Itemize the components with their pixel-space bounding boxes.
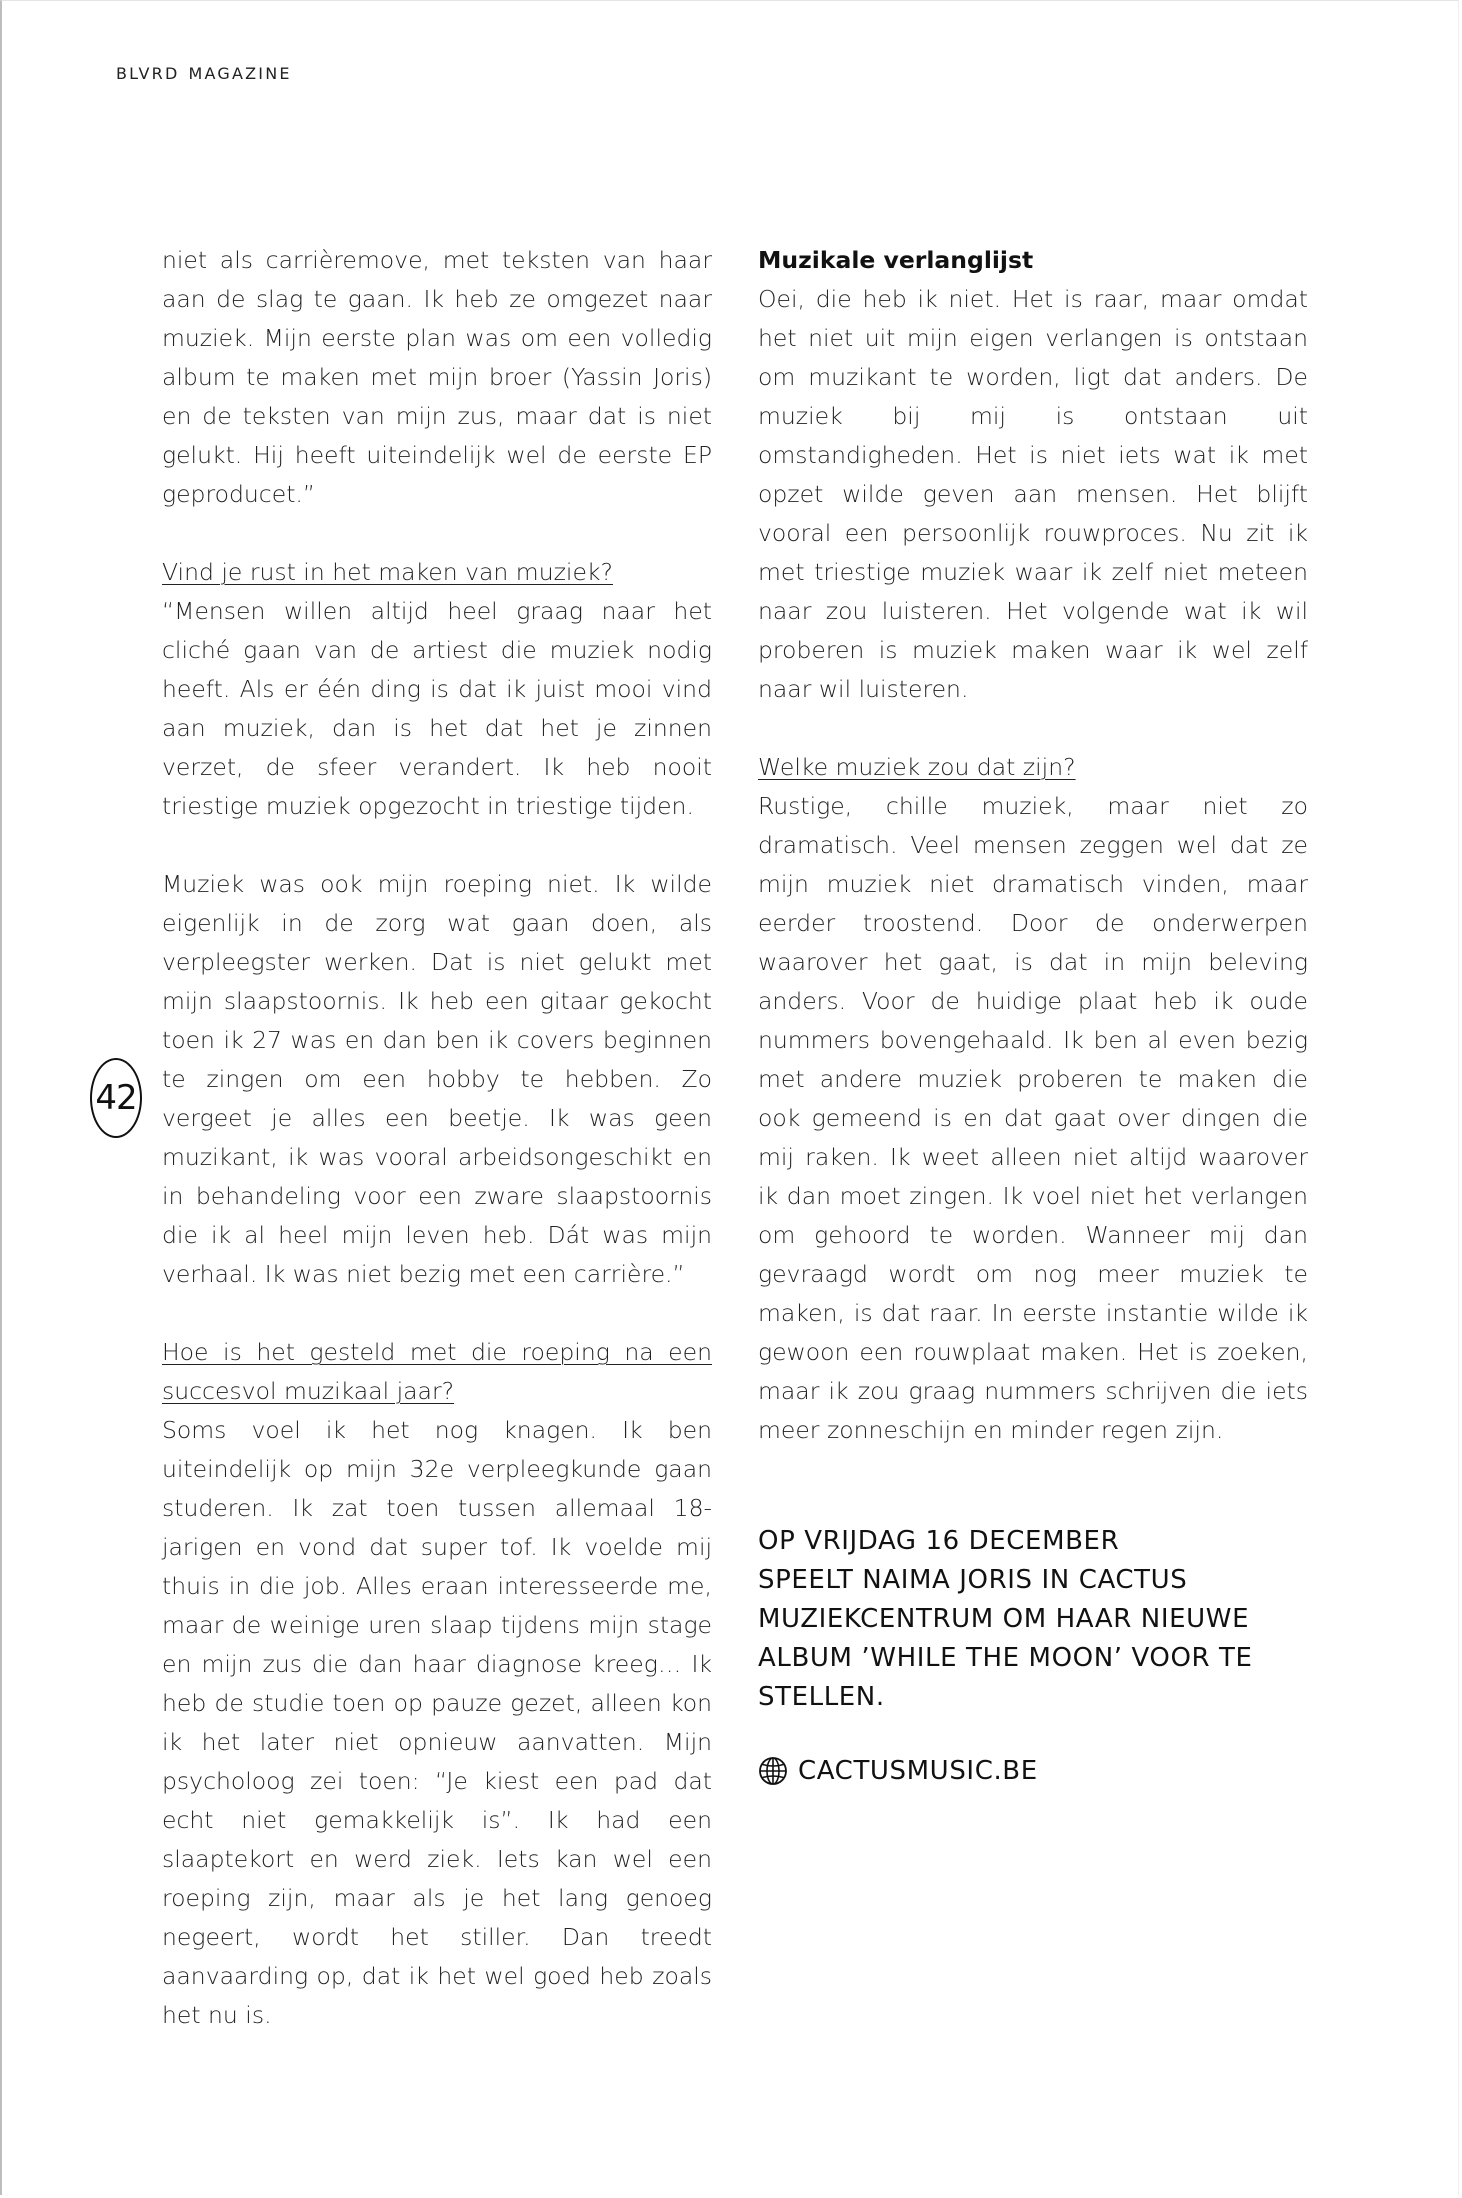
globe-icon (758, 1756, 788, 1786)
website-link[interactable] (758, 1756, 1038, 1786)
paragraph: “Mensen willen altijd heel graag naar het cliché gaan van de artiest die muziek nodig heeft. Als er één ding is dat ik juist mooi vind aan muziek, dan is het dat het je zinnen verzet, de sfeer verandert. Ik heb nooit triestige muziek opgezocht in triestige tijden. (162, 597, 712, 820)
announcement-line: OP VRIJDAG 16 DECEMBER (758, 1526, 1120, 1556)
section-heading: Muzikale verlanglijst (758, 246, 1034, 274)
paragraph: Soms voel ik het nog knagen. Ik ben uiteindelijk op mijn 32e verpleegkunde gaan studeren. Ik zat toen tussen allemaal 18-jarigen en vond dat super tof. Ik voelde mij thuis in die job. Alles eraan interesseerde me, maar de weinige uren slaap tijdens mijn stage en mijn zus die dan haar diagnose kreeg… Ik heb de studie toen op pauze gezet, alleen kon ik het later niet opnieuw aanvatten. Mijn psycholoog zei toen: “Je kiest een pad dat echt niet gemakkelijk is”. Ik had een slaaptekort en werd ziek. Iets kan wel een roeping zijn, maar als je het lang genoeg negeert, wordt het stiller. Dan treedt aanvaarding op, dat ik het wel goed heb zoals het nu is. (162, 1416, 712, 2029)
right-column (758, 241, 1308, 1450)
announcement-line: ALBUM ’WHILE THE MOON’ VOOR TE (758, 1643, 1253, 1673)
interview-question: Welke muziek zou dat zijn? (758, 753, 1076, 781)
website-label[interactable]: CACTUSMUSIC.BE (798, 1756, 1038, 1786)
left-column (162, 241, 712, 2035)
masthead-brand: BLVRD (116, 64, 180, 83)
concert-announcement (758, 1522, 1338, 1717)
paragraph: Oei, die heb ik niet. Het is raar, maar omdat het niet uit mijn eigen verlangen is ontstaan om muzikant te worden, ligt dat anders. De muziek bij mij is ontstaan uit omstandigheden. Het is niet iets wat ik met opzet wilde geven aan mensen. Het blijft vooral een persoonlijk rouwproces. Nu zit ik met triestige muziek waar ik zelf niet meteen naar zou luisteren. Het volgende wat ik wil proberen is muziek maken waar ik wel zelf naar wil luisteren. (758, 285, 1308, 703)
page-number: 42 (90, 1058, 142, 1138)
announcement-line: MUZIEKCENTRUM OM HAAR NIEUWE (758, 1604, 1250, 1634)
announcement-line: STELLEN. (758, 1682, 885, 1712)
interview-question: Vind je rust in het maken van muziek? (162, 558, 613, 586)
paragraph: Rustige, chille muziek, maar niet zo dramatisch. Veel mensen zeggen wel dat ze mijn muziek niet dramatisch vinden, maar eerder troostend. Door de onderwerpen waarover het gaat, is dat in mijn beleving anders. Voor de huidige plaat heb ik oude nummers bovengehaald. Ik ben al even bezig met andere muziek proberen te maken die ook gemeend is en dat gaat over dingen die mij raken. Ik weet alleen niet altijd waarover ik dan moet zingen. Ik voel niet het verlangen om gehoord te worden. Wanneer mij dan gevraagd wordt om nog meer muziek te maken, is dat raar. In eerste instantie wilde ik gewoon een rouwplaat maken. Het is zoeken, maar ik zou graag nummers schrijven die iets meer zonneschijn en minder regen zijn. (758, 792, 1308, 1444)
masthead (116, 64, 292, 83)
paragraph: Muziek was ook mijn roeping niet. Ik wilde eigenlijk in de zorg wat gaan doen, als verpleegster werken. Dat is niet gelukt met mijn slaapstoornis. Ik heb een gitaar gekocht toen ik 27 was en dan ben ik covers beginnen te zingen om een hobby te hebben. Zo vergeet je alles een beetje. Ik was geen muzikant, ik was vooral arbeidsongeschikt en in behandeling voor een zware slaapstoornis die ik al heel mijn leven heb. Dát was mijn verhaal. Ik was niet bezig met een carrière.” (162, 870, 712, 1288)
paragraph: niet als carrièremove, met teksten van haar aan de slag te gaan. Ik heb ze omgezet naar muziek. Mijn eerste plan was om een volledig album te maken met mijn broer (Yassin Joris) en de teksten van mijn zus, maar dat is niet gelukt. Hij heeft uiteindelijk wel de eerste EP geproducet.” (162, 246, 712, 508)
masthead-section: MAGAZINE (188, 64, 292, 83)
announcement-line: SPEELT NAIMA JORIS IN CACTUS (758, 1565, 1188, 1595)
interview-question: Hoe is het gesteld met die roeping na een succesvol muzikaal jaar? (162, 1338, 712, 1405)
